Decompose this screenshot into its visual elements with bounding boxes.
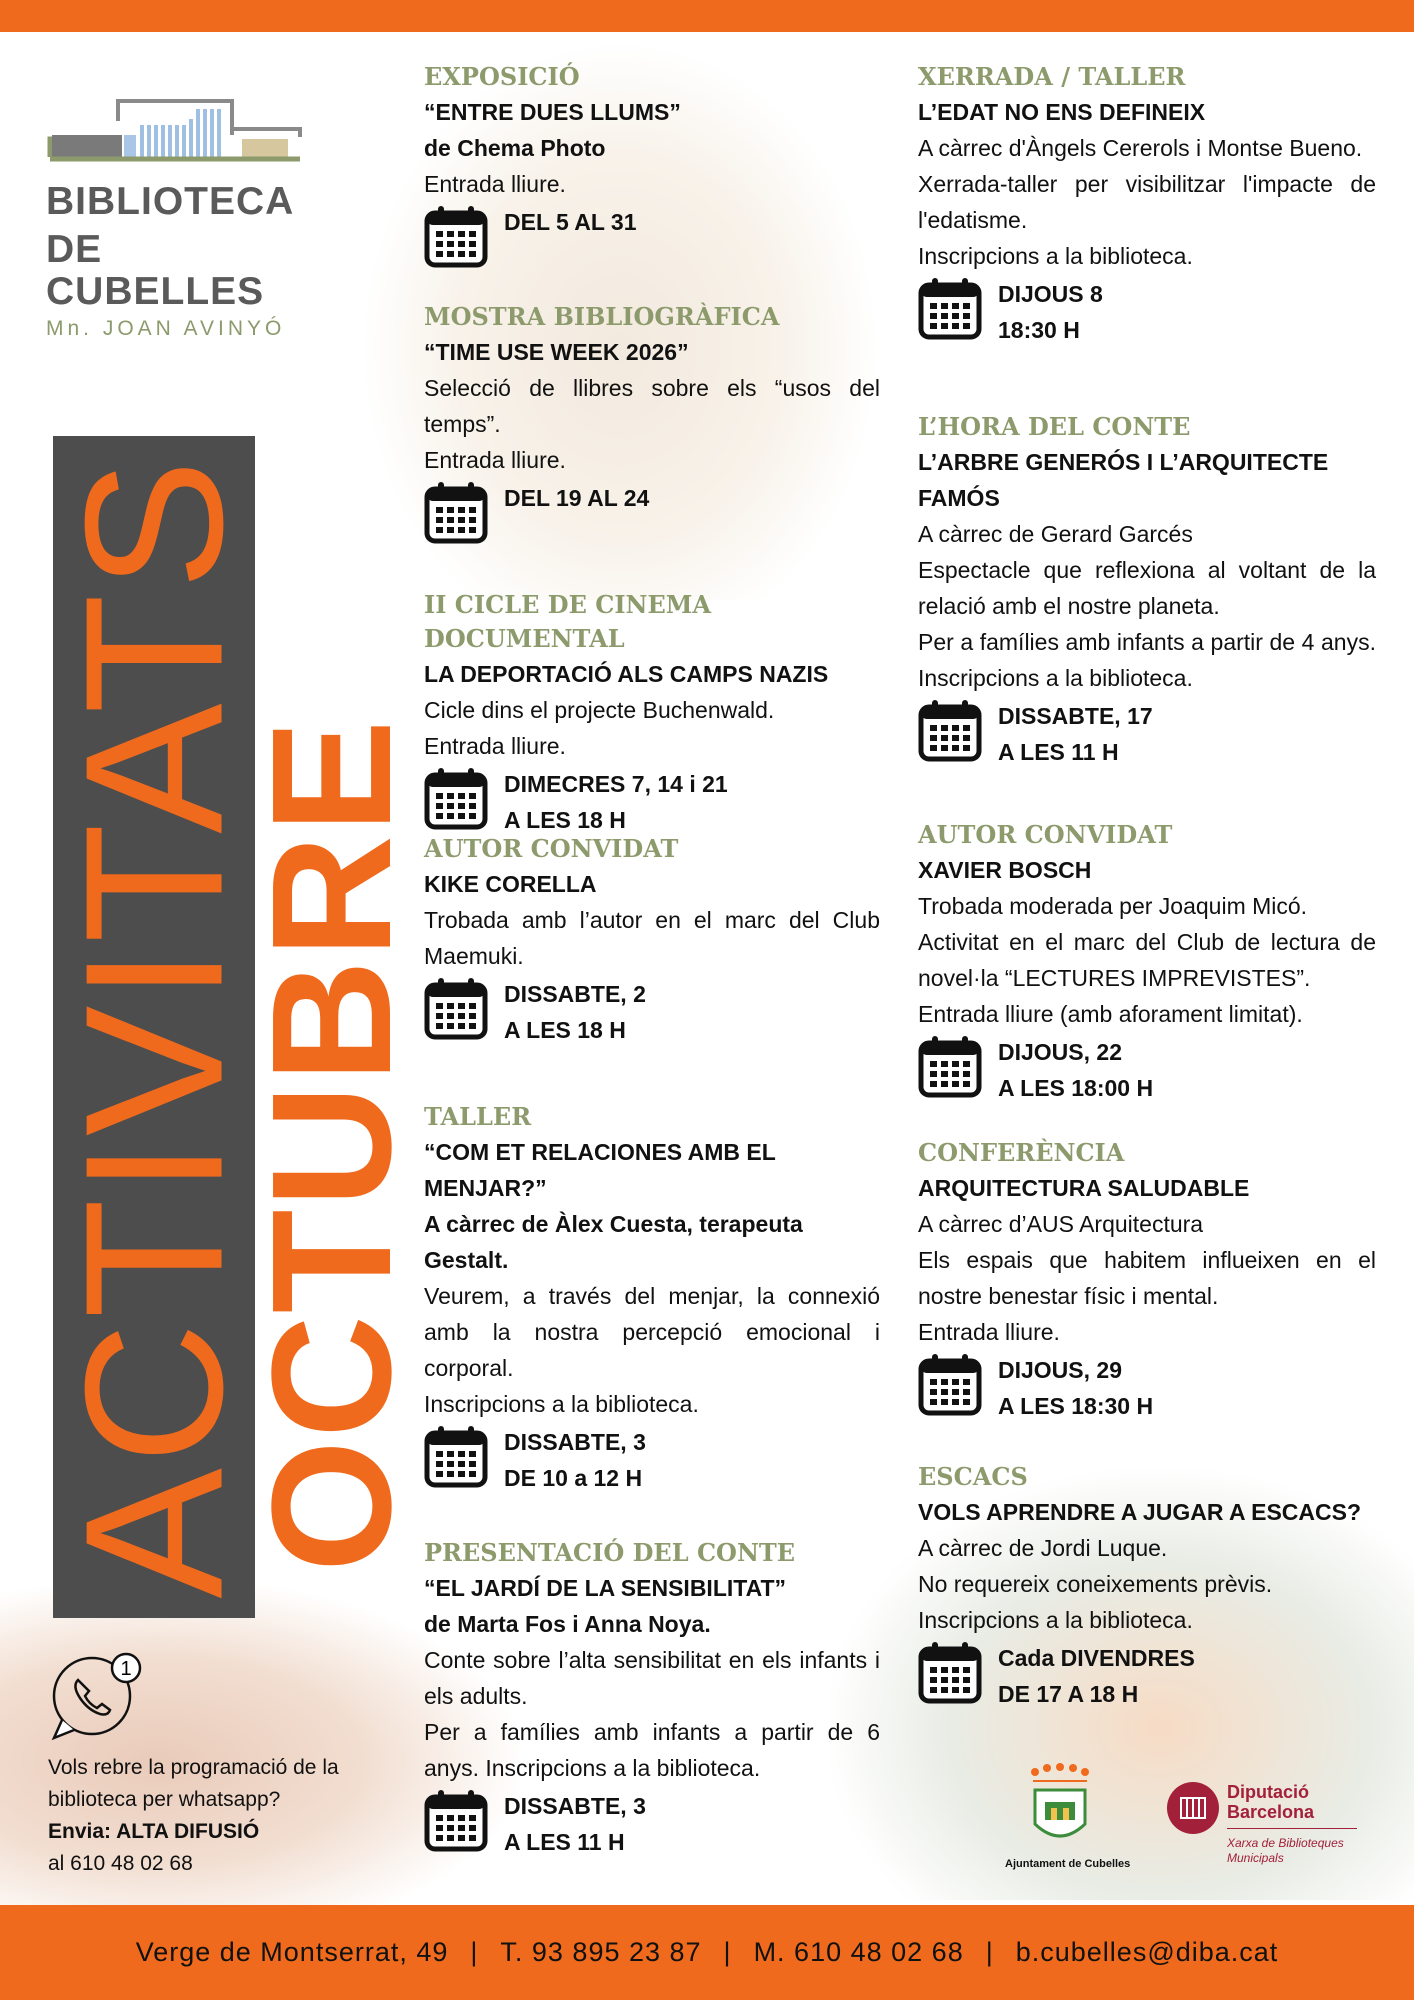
event-date-line: DEL 5 AL 31 [504, 209, 637, 235]
event-title: “EL JARDÍ DE LA SENSIBILITAT” [424, 1575, 787, 1601]
event-category: AUTOR CONVIDAT [918, 820, 1173, 849]
event-description: Cicle dins el projecte Buchenwald. [424, 697, 775, 723]
event-category: TALLER [424, 1102, 532, 1131]
event-date [918, 1352, 1376, 1424]
footer-separator: | [723, 1937, 732, 1967]
logo-line3: Mn. JOAN AVINYÓ [46, 317, 286, 340]
event-item [918, 1460, 1376, 1712]
whatsapp-info [48, 1650, 388, 1880]
event-date-line: DISSABTE, 3 [504, 1793, 646, 1819]
event-title: ARQUITECTURA SALUDABLE [918, 1175, 1250, 1201]
event-title: KIKE CORELLA [424, 871, 597, 897]
event-item [424, 832, 880, 1048]
event-item [918, 60, 1376, 348]
event-category: ESCACS [918, 1462, 1028, 1491]
event-date [918, 276, 1376, 348]
calendar-icon [424, 1788, 488, 1852]
event-date-line: DISSABTE, 2 [504, 981, 646, 1007]
event-item [424, 1100, 880, 1496]
event-title: XAVIER BOSCH [918, 857, 1092, 883]
event-date-line: DISSABTE, 3 [504, 1429, 646, 1455]
event-description: Entrada lliure. [424, 171, 566, 197]
event-description: A càrrec de Jordi Luque. [918, 1535, 1168, 1561]
event-title: “TIME USE WEEK 2026” [424, 339, 689, 365]
event-date-line: A LES 18 H [504, 1017, 626, 1043]
event-description: Entrada lliure. [918, 1319, 1060, 1345]
whatsapp-icon [48, 1650, 148, 1742]
event-date-line: DISSABTE, 17 [998, 703, 1153, 729]
notification-badge: 1 [120, 1658, 132, 1680]
event-category: XERRADA / TALLER [918, 62, 1186, 91]
event-description: Inscripcions a la biblioteca. [424, 1391, 699, 1417]
event-description: A càrrec de Gerard Garcés [918, 521, 1193, 547]
event-description: A càrrec d’AUS Arquitectura [918, 1211, 1204, 1237]
event-description: No requereix coneixements prèvis. [918, 1571, 1273, 1597]
footer-separator: | [985, 1937, 994, 1967]
calendar-icon [424, 204, 488, 268]
footer-separator: | [470, 1937, 479, 1967]
event-date-line: DE 10 a 12 H [504, 1465, 643, 1491]
footer-contact [0, 1905, 1414, 2000]
event-title: “COM ET RELACIONES AMB EL MENJAR?” [424, 1139, 776, 1201]
whatsapp-send: Envia: ALTA DIFUSIÓ [48, 1820, 260, 1843]
banner-month: OCTUBRE [237, 717, 427, 1573]
event-title: LA DEPORTACIÓ ALS CAMPS NAZIS [424, 661, 829, 687]
event-item [424, 60, 880, 268]
event-title: L’ARBRE GENERÓS I L’ARQUITECTE FAMÓS [918, 449, 1329, 511]
event-category: II CICLE DE CINEMA DOCUMENTAL [424, 590, 711, 653]
event-date-line: DIJOUS 8 [998, 281, 1103, 307]
calendar-icon [424, 976, 488, 1040]
event-date [424, 976, 880, 1048]
event-title: “ENTRE DUES LLUMS” [424, 99, 681, 125]
event-description: Xerrada-taller per visibilitzar l'impacte de l'edatisme. [918, 171, 1376, 233]
top-bar [0, 0, 1414, 32]
logo-line1: BIBLIOTECA [46, 180, 295, 223]
calendar-icon [918, 1640, 982, 1704]
calendar-icon [424, 1424, 488, 1488]
calendar-icon [918, 1034, 982, 1098]
event-description: Inscripcions a la biblioteca. [918, 1607, 1193, 1633]
ajuntament-coat-of-arms-icon [1005, 1762, 1115, 1858]
banner-activitats: ACTIVITATS [44, 455, 264, 1599]
event-description: Espectacle que reflexiona al voltant de la relació amb el nostre planeta. [918, 557, 1376, 619]
calendar-icon [424, 766, 488, 830]
event-date-line: Cada DIVENDRES [998, 1645, 1195, 1671]
event-description: A càrrec d'Àngels Cererols i Montse Bueno. [918, 135, 1363, 161]
event-category: EXPOSICIÓ [424, 62, 580, 91]
event-item [424, 1536, 880, 1860]
calendar-icon [918, 1352, 982, 1416]
event-date-line: A LES 18:30 H [998, 1393, 1154, 1419]
library-building-icon [46, 95, 302, 175]
event-item [424, 588, 880, 838]
footer-mobile[interactable]: M. 610 48 02 68 [753, 1937, 964, 1967]
footer-email[interactable]: b.cubelles@diba.cat [1015, 1937, 1279, 1967]
footer-phone[interactable]: T. 93 895 23 87 [500, 1937, 702, 1967]
event-description: Activitat en el marc del Club de lectura de novel·la “LECTURES IMPREVISTES”. [918, 929, 1376, 991]
event-date [918, 1034, 1376, 1106]
event-date-line: DE 17 A 18 H [998, 1681, 1139, 1707]
calendar-icon [918, 698, 982, 762]
diputacio-divider [1227, 1828, 1357, 1829]
event-category: MOSTRA BIBLIOGRÀFICA [424, 302, 780, 331]
event-item [424, 300, 880, 544]
event-subtitle: de Chema Photo [424, 135, 606, 161]
event-date [424, 480, 880, 544]
event-date [918, 1640, 1376, 1712]
event-category: L’HORA DEL CONTE [918, 412, 1191, 441]
logo-line2: DE CUBELLES [46, 228, 265, 313]
event-title: VOLS APRENDRE A JUGAR A ESCACS? [918, 1499, 1362, 1525]
event-description: Selecció de llibres sobre els “usos del temps”. [424, 375, 880, 437]
ajuntament-label: Ajuntament de Cubelles [1005, 1858, 1131, 1870]
event-description: Inscripcions a la biblioteca. [918, 243, 1193, 269]
calendar-icon [424, 480, 488, 544]
diputacio-icon [1165, 1780, 1221, 1836]
event-date [918, 698, 1376, 770]
event-description: Veurem, a través del menjar, la connexió amb la nostra percepció emocional i corporal. [424, 1283, 880, 1381]
event-date-line: A LES 11 H [504, 1829, 625, 1855]
event-description: Entrada lliure (amb aforament limitat). [918, 1001, 1303, 1027]
event-date-line: A LES 11 H [998, 739, 1119, 765]
event-description: Per a famílies amb infants a partir de 4 anys. Inscripcions a la biblioteca. [918, 629, 1376, 691]
event-item [918, 410, 1376, 770]
sponsor-logos [1005, 1762, 1385, 1882]
event-date-line: DEL 19 AL 24 [504, 485, 650, 511]
event-date-line: DIJOUS, 29 [998, 1357, 1122, 1383]
calendar-icon [918, 276, 982, 340]
whatsapp-number: al 610 48 02 68 [48, 1852, 193, 1875]
event-date [424, 766, 880, 838]
event-date-line: A LES 18 H [504, 807, 626, 833]
whatsapp-text: Vols rebre la programació de la biblioteca per whatsapp? [48, 1756, 339, 1811]
event-date-line: A LES 18:00 H [998, 1075, 1154, 1101]
event-date-line: DIMECRES 7, 14 i 21 [504, 771, 728, 797]
event-description: Trobada moderada per Joaquim Micó. [918, 893, 1308, 919]
event-description: Trobada amb l’autor en el marc del Club Maemuki. [424, 907, 880, 969]
event-item [918, 818, 1376, 1106]
event-description: Entrada lliure. [424, 733, 566, 759]
event-category: AUTOR CONVIDAT [424, 834, 679, 863]
event-date [424, 1788, 880, 1860]
xarxa-label: Xarxa de Biblioteques Municipals [1227, 1836, 1344, 1865]
event-description: Entrada lliure. [424, 447, 566, 473]
event-date-line: DIJOUS, 22 [998, 1039, 1122, 1065]
library-logo [46, 95, 306, 341]
event-subtitle: A càrrec de Àlex Cuesta, terapeuta Gestalt. [424, 1211, 803, 1273]
event-date-line: 18:30 H [998, 317, 1080, 343]
event-title: L’EDAT NO ENS DEFINEIX [918, 99, 1206, 125]
event-category: PRESENTACIÓ DEL CONTE [424, 1538, 796, 1567]
event-date [424, 1424, 880, 1496]
event-description: Els espais que habitem influeixen en el nostre benestar físic i mental. [918, 1247, 1376, 1309]
event-category: CONFERÈNCIA [918, 1138, 1125, 1167]
event-description: Conte sobre l’alta sensibilitat en els infants i els adults. [424, 1647, 880, 1709]
footer-address: Verge de Montserrat, 49 [135, 1937, 449, 1967]
event-description: Per a famílies amb infants a partir de 6 anys. Inscripcions a la biblioteca. [424, 1719, 880, 1781]
event-item [918, 1136, 1376, 1424]
diputacio-label: Diputació Barcelona [1227, 1782, 1315, 1822]
event-subtitle: de Marta Fos i Anna Noya. [424, 1611, 711, 1637]
event-date [424, 204, 880, 268]
